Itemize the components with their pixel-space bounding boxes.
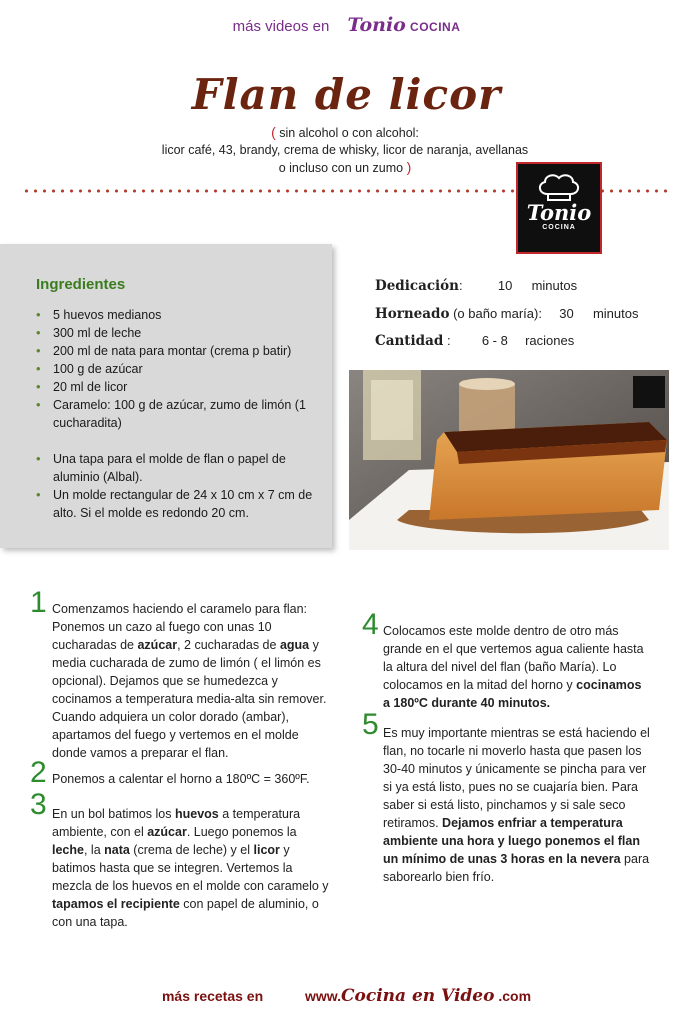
step-text-bold: azúcar [147, 825, 187, 839]
logo-tonio-text: Tonio [526, 200, 592, 225]
step-text-part: , la [83, 843, 105, 857]
horneado-note: (o baño maría): [453, 306, 542, 321]
cantidad-label: Cantidad [375, 333, 444, 349]
dedicacion-sep: : [459, 278, 463, 293]
subtitle-line-3: o incluso con un zumo [278, 161, 407, 175]
step-text [52, 805, 330, 931]
dedicacion-label: Dedicación [375, 278, 459, 294]
website-suffix[interactable]: .com [494, 988, 532, 1004]
horneado-unit: minutos [592, 306, 639, 321]
subtitle-line-2: licor café, 43, brandy, crema de whisky, licor de naranja, avellanas [161, 143, 529, 157]
step-text [383, 724, 651, 886]
ingredients-title: Ingredientes [36, 276, 126, 293]
ingredient-item: • 200 ml de nata para montar (crema p batir) [36, 342, 326, 360]
step-number: 4 [362, 608, 379, 641]
horneado-value: 30 [559, 306, 574, 321]
ingredients-list [36, 306, 326, 522]
recipe-subtitle [130, 124, 560, 177]
step-number: 5 [362, 708, 379, 741]
cantidad-sep: : [446, 333, 451, 348]
step-number: 3 [30, 788, 47, 821]
step-text-part: (crema de leche) y el [129, 843, 254, 857]
website-name[interactable]: Cocina en Video [340, 986, 495, 1006]
brand-tonio-logo[interactable]: Tonio [347, 14, 406, 36]
ingredient-item: • Un molde rectangular de 24 x 10 cm x 7 cm de alto. Si el molde es redondo 20 cm. [36, 486, 326, 522]
info-cantidad [375, 333, 574, 349]
chef-hat-icon [535, 172, 583, 202]
step-text: Ponemos a calentar el horno a 180ºC = 360ºF. [52, 772, 310, 786]
ingredient-item: • 300 ml de leche [36, 324, 326, 342]
step-text-part: y batimos hasta que se integren. Vertemos la mezcla de los huevos en el molde con caramelo y [52, 843, 329, 893]
website-prefix[interactable]: www. [304, 988, 341, 1004]
ingredient-item: • 20 ml de licor [36, 378, 326, 396]
step-text-part: con papel de aluminio, o con una tapa. [52, 897, 319, 929]
step-text-part: Comenzamos haciendo el caramelo para flan: Ponemos un cazo al fuego con unas 10 cucharadas de [52, 602, 307, 652]
subtitle-close-paren: ) [406, 159, 412, 175]
ingredient-item: • Caramelo: 100 g de azúcar, zumo de limón (1 cucharadita) [36, 396, 326, 432]
ingredient-item: • Una tapa para el molde de flan o papel de aluminio (Albal). [36, 450, 326, 486]
brand-cocina-logo[interactable]: COCINA [410, 20, 461, 34]
step-text [383, 622, 651, 712]
tonio-cocina-logo [516, 162, 602, 254]
cantidad-unit: raciones [525, 333, 575, 348]
step-text-part: , 2 cucharadas de [177, 638, 280, 652]
promo-text: más videos en [232, 18, 330, 35]
step-text-part: . Luego ponemos la [186, 825, 297, 839]
footer-text: más recetas en [161, 988, 264, 1004]
flan-photo-illustration [349, 370, 669, 550]
step-number: 2 [30, 756, 47, 789]
ingredient-item: • 5 huevos medianos [36, 306, 326, 324]
ingredient-item: • 100 g de azúcar [36, 360, 326, 378]
cantidad-value: 6 - 8 [481, 333, 508, 348]
step-text-part: para saborearlo bien frío. [383, 852, 650, 884]
step-text-bold: cocinamos a 180ºC durante 40 minutos. [383, 678, 642, 710]
step-text-part: Es muy importante mientras se está haciendo el flan, no tocarle ni moverlo hasta que pasen los 30-40 minutos y únicamente se pincha para ver si ya está listo, pues no se cuajaría bien. Para saber si está listo, pinchamos y si sale seco retiramos. [383, 726, 650, 830]
info-dedicacion [375, 278, 577, 294]
horneado-label: Horneado [375, 306, 450, 322]
dedicacion-value: 10 [497, 278, 513, 293]
step-text [52, 600, 330, 762]
step-text-part: En un bol batimos los [52, 807, 175, 821]
footer-website-link[interactable] [305, 988, 531, 1004]
step-text-bold: tapamos el recipiente [52, 897, 180, 911]
step-text-bold: nata [104, 843, 130, 857]
step-text-bold: huevos [175, 807, 219, 821]
subtitle-open-paren: ( [271, 124, 276, 140]
logo-cocina-text: COCINA [542, 224, 576, 231]
step-text-part: Colocamos este molde dentro de otro más grande en el que vertemos agua caliente hasta la altura del nivel del flan (baño María). Lo colocamos en la mitad del horno y [383, 624, 644, 692]
flan-photo [349, 370, 669, 550]
recipe-title: Flan de licor [191, 70, 502, 119]
step-text-bold: azúcar [137, 638, 178, 652]
subtitle-line-1: sin alcohol o con alcohol: [275, 126, 419, 140]
step-text-bold: licor [253, 843, 280, 857]
step-text-bold: agua [279, 638, 310, 652]
dedicacion-unit: minutos [531, 278, 578, 293]
step-text-bold: leche [52, 843, 84, 857]
step-text-bold: Dejamos enfriar a temperatura ambiente una hora y luego ponemos el flan un mínimo de unas 3 horas en la nevera [383, 816, 640, 866]
header-promo [0, 14, 693, 36]
footer [0, 986, 693, 1006]
step-number: 1 [30, 586, 47, 619]
step-text-part: a temperatura ambiente, con el [52, 807, 301, 839]
info-horneado [375, 306, 638, 322]
step-text-part: y media cucharada de zumo de limón ( el limón es opcional). Dejamos que se humedezca y cocinamos a temperatura media-alta sin remover. Cuando adquiera un color dorado (ambar), apartamos del fuego y vertemos en el molde donde vamos a preparar el flan. [52, 638, 327, 760]
